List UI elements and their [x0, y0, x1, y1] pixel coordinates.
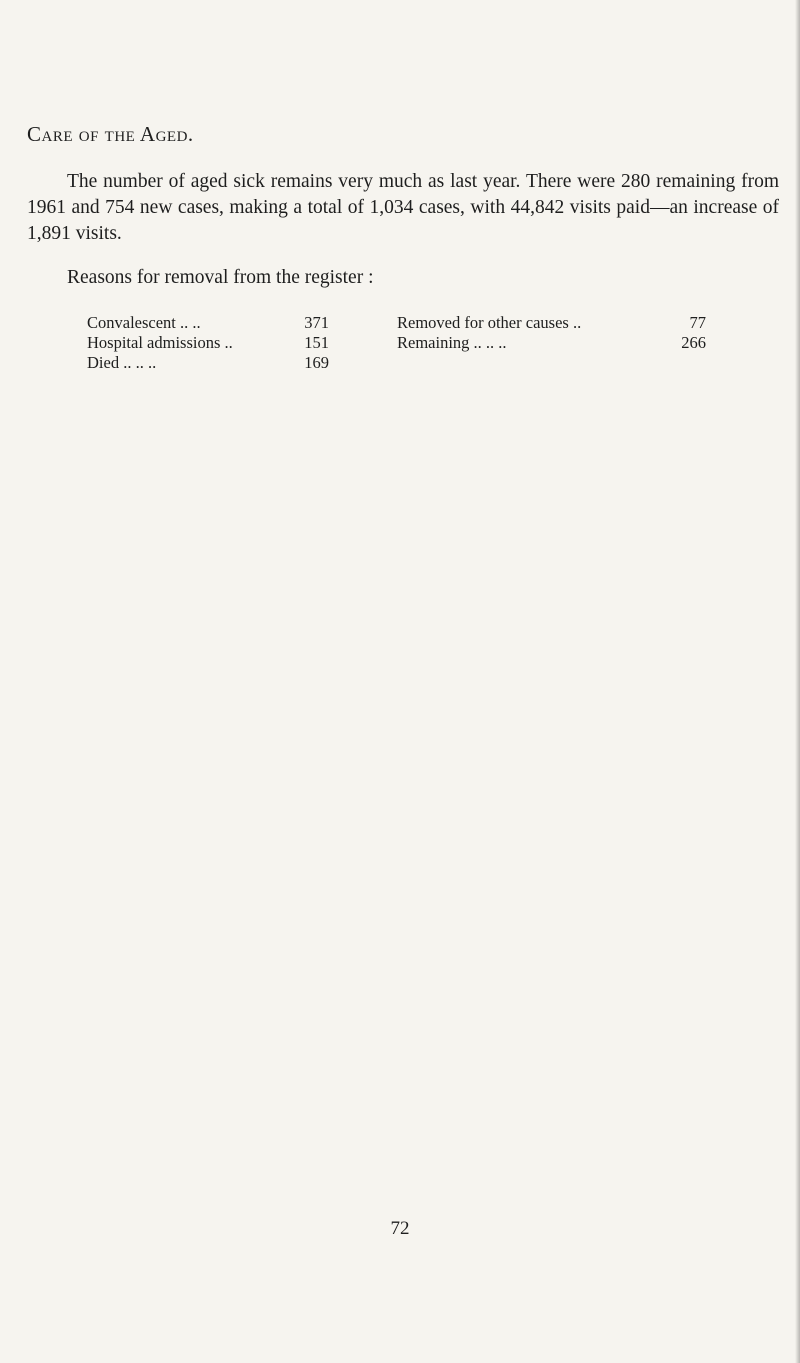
- row-value-convalescent: 371: [304, 313, 329, 332]
- row-value-remaining: 266: [681, 333, 706, 352]
- row-label-remaining: Remaining .. .. ..: [397, 333, 507, 352]
- page-number: 72: [390, 1218, 410, 1239]
- row-label-died: Died .. .. ..: [87, 353, 157, 372]
- page-edge-shadow: [795, 0, 800, 1363]
- row-label-convalescent: Convalescent .. ..: [87, 313, 201, 332]
- row-label-hospital-admissions: Hospital admissions ..: [87, 333, 233, 352]
- row-label-removed-other-causes: Removed for other causes ..: [397, 313, 582, 332]
- row-value-removed-other-causes: 77: [689, 313, 706, 332]
- row-value-died: 169: [304, 353, 329, 372]
- reasons-intro: Reasons for removal from the register :: [67, 267, 374, 288]
- summary-paragraph: The number of aged sick remains very much as last year. There were 280 remaining from 1961 and 754 new cases, making a total of 1,034 cases, with 44,842 visits paid—an increase of 1,891 visits.: [27, 171, 779, 244]
- section-heading: Care of the Aged.: [27, 122, 194, 146]
- row-value-hospital-admissions: 151: [304, 333, 329, 352]
